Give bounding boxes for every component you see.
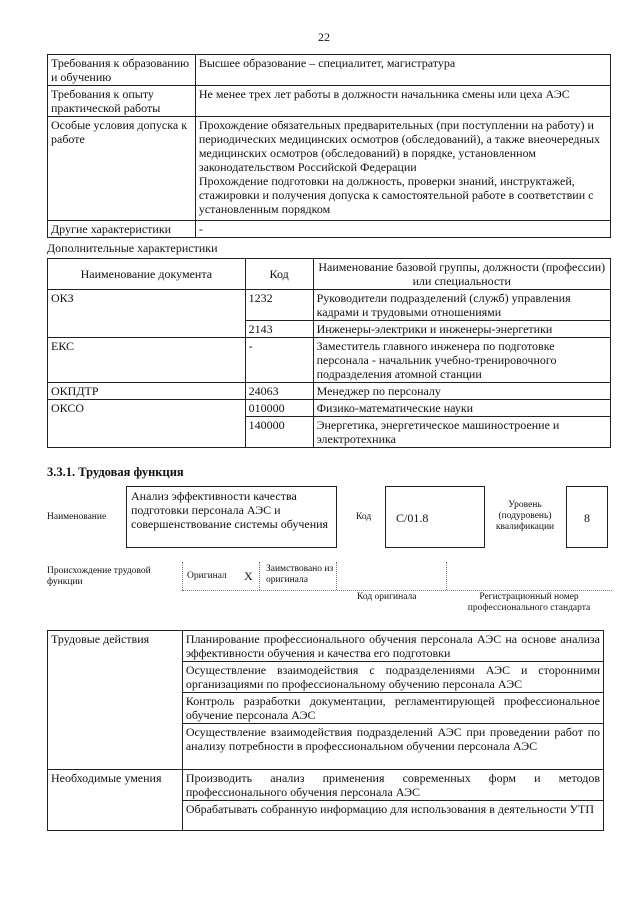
table-row bbox=[48, 400, 611, 417]
action-item: Планирование профессионального обучения персонала АЭС на основе анализа эффективности обучения и качества его подготовки bbox=[182, 631, 603, 662]
action-item: Осуществление взаимодействия подразделений АЭС при проведении работ по анализу потребности в профессиональном обучении персонала АЭС bbox=[182, 724, 603, 770]
requirement-label: Особые условия допуска к работе bbox=[48, 117, 196, 221]
code-cell: 1232 bbox=[245, 290, 313, 321]
doc-cell: ОКЗ bbox=[48, 290, 246, 338]
name-cell: Руководители подразделений (служб) управления кадрами и трудовыми отношениями bbox=[313, 290, 610, 321]
name-cell: Инженеры-электрики и инженеры-энергетики bbox=[313, 321, 610, 338]
requirement-label: Требования к образованию и обучению bbox=[48, 55, 196, 86]
table-row bbox=[48, 221, 611, 238]
requirements-table bbox=[47, 54, 611, 238]
requirement-value bbox=[195, 117, 610, 221]
origin-divider bbox=[259, 562, 260, 590]
origin-underline bbox=[182, 590, 612, 591]
name-cell: Энергетика, энергетическое машиностроение и электротехника bbox=[313, 417, 610, 448]
skill-item: Обрабатывать собранную информацию для использования в деятельности УТП bbox=[182, 801, 603, 831]
medical-exam-text: Прохождение обязательных предварительных (при поступлении на работу) и периодических медицинских осмотров (обследований), а также внеочередных медицинских осмотров (обследований) в порядке, установленном законодательством Российской Федерации bbox=[198, 118, 601, 174]
function-code-label: Код bbox=[356, 512, 372, 522]
table-row bbox=[48, 290, 611, 321]
column-header: Наименование базовой группы, должности (профессии) или специальности bbox=[313, 259, 610, 290]
borrowed-label: Заимствовано из оригинала bbox=[266, 564, 334, 585]
action-item: Осуществление взаимодействия с подразделениями АЭС и сторонними организациями по профессиональному обучению персонала АЭС bbox=[182, 662, 603, 693]
additional-title: Дополнительные характеристики bbox=[47, 241, 218, 255]
actions-label: Трудовые действия bbox=[48, 631, 183, 770]
page-number: 22 bbox=[318, 30, 330, 44]
requirement-label: Другие характеристики bbox=[48, 221, 196, 238]
doc-cell: ОКПДТР bbox=[48, 383, 246, 400]
function-name-box bbox=[126, 486, 337, 548]
origin-divider bbox=[336, 562, 337, 590]
function-code-box bbox=[385, 486, 485, 548]
table-row bbox=[48, 383, 611, 400]
action-item: Контроль разработки документации, регламентирующей профессиональное обучение персонала АЭС bbox=[182, 693, 603, 724]
function-code-value: С/01.8 bbox=[396, 511, 429, 525]
skill-item: Производить анализ применения современных форм и методов профессионального обучения персонала АЭС bbox=[182, 770, 603, 801]
requirement-label: Требования к опыту практической работы bbox=[48, 86, 196, 117]
table-header-row bbox=[48, 259, 611, 290]
function-name-label: Наименование bbox=[47, 512, 107, 522]
code-cell: 24063 bbox=[245, 383, 313, 400]
name-cell: Заместитель главного инженера по подготовке персонала - начальник учебно-тренировочного подразделения атомной станции bbox=[313, 338, 610, 383]
table-row bbox=[48, 86, 611, 117]
requirement-value: Высшее образование – специалитет, магистратура bbox=[195, 55, 610, 86]
original-label: Оригинал bbox=[187, 571, 227, 581]
level-value: 8 bbox=[584, 511, 590, 525]
table-row bbox=[48, 338, 611, 383]
origin-divider bbox=[182, 562, 183, 590]
code-cell: 010000 bbox=[245, 400, 313, 417]
origin-label: Происхождение трудовой функции bbox=[47, 566, 151, 587]
actions-table bbox=[47, 630, 604, 831]
function-heading: 3.3.1. Трудовая функция bbox=[47, 465, 184, 479]
table-row bbox=[48, 631, 604, 662]
requirement-value: Не менее трех лет работы в должности начальника смены или цеха АЭС bbox=[195, 86, 610, 117]
additional-table bbox=[47, 258, 611, 448]
function-name-value: Анализ эффективности качества подготовки персонала АЭС и совершенствование системы обучения bbox=[131, 489, 329, 531]
column-header: Код bbox=[245, 259, 313, 290]
training-admission-text: Прохождение подготовки на должность, проверки знаний, инструктажей, стажировки и получения допуска к самостоятельной работе в соответствии с установленным порядком bbox=[198, 174, 594, 216]
code-cell: 140000 bbox=[245, 417, 313, 448]
name-cell: Физико-математические науки bbox=[313, 400, 610, 417]
column-header: Наименование документа bbox=[48, 259, 246, 290]
level-box bbox=[566, 486, 608, 548]
code-cell: - bbox=[245, 338, 313, 383]
original-mark: X bbox=[244, 569, 253, 583]
name-cell: Менеджер по персоналу bbox=[313, 383, 610, 400]
level-label: Уровень (подуровень) квалификации bbox=[495, 500, 555, 532]
requirement-value: - bbox=[195, 221, 610, 238]
origin-divider bbox=[446, 562, 447, 590]
origin-code-label: Код оригинала bbox=[357, 592, 417, 602]
table-row bbox=[48, 770, 604, 801]
table-row bbox=[48, 55, 611, 86]
reg-number-label: Регистрационный номер профессионального стандарта bbox=[467, 592, 591, 613]
doc-cell: ОКСО bbox=[48, 400, 246, 448]
table-row bbox=[48, 117, 611, 221]
skills-label: Необходимые умения bbox=[48, 770, 183, 831]
doc-cell: ЕКС bbox=[48, 338, 246, 383]
code-cell: 2143 bbox=[245, 321, 313, 338]
